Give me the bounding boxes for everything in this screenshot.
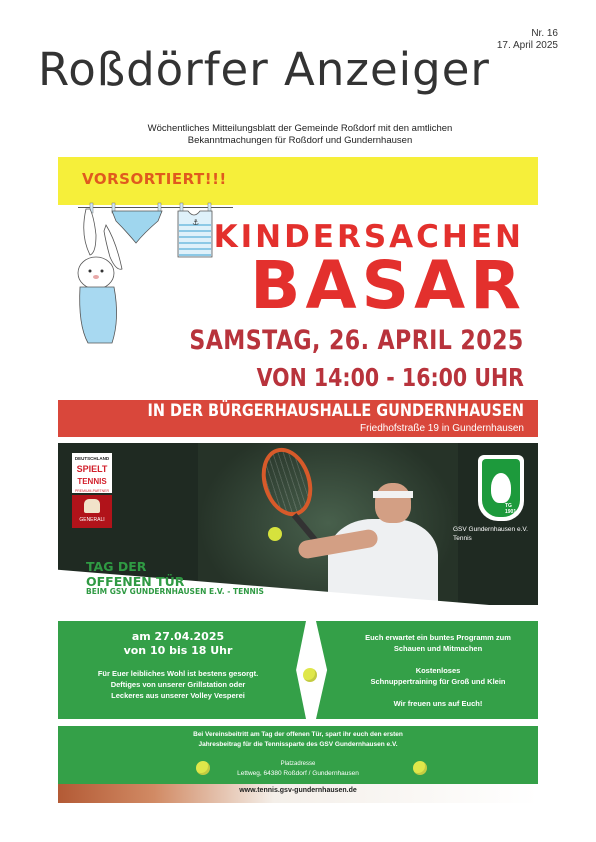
generali-logo: GENERALI (72, 495, 112, 528)
tennis-ad (58, 443, 538, 803)
issue-date: 17. April 2025 (496, 40, 558, 51)
lion-icon (84, 499, 100, 513)
bazaar-ad (58, 157, 538, 437)
membership-text: Bei Vereinsbeitritt am Tag der offenen Tür, spart ihr euch den ersten Jahresbeitrag für die Tennissparte des GSV Gundernhausen e.V. (193, 731, 403, 748)
bazaar-time: VON 14:00 - 16:00 UHR (256, 363, 524, 392)
issue-number: Nr. 16 (531, 28, 558, 39)
svg-text:⚓: ⚓ (192, 218, 200, 227)
masthead-subtitle (100, 123, 500, 147)
subtitle-line-1: Wöchentliches Mitteilungsblatt der Gemeinde Roßdorf mit den amtlichen (147, 123, 453, 134)
bazaar-street: Friedhofstraße 19 in Gundernhausen (360, 423, 524, 434)
club-name: GSV Gundernhausen e.V. Tennis (453, 526, 528, 542)
open-day-title: TAG DER OFFENEN TÜR (86, 559, 185, 589)
event-date: am 27.04.2025 von 10 bis 18 Uhr (123, 630, 233, 657)
program-text: Euch erwartet ein buntes Programm zum Schauen und Mitmachen Kostenloses Schnuppertraining für Groß und Klein Wir freuen uns auf Euch! (365, 633, 511, 708)
address: Lettweg, 64380 Roßdorf / Gundernhausen (237, 770, 359, 777)
address-label: Platzadresse (280, 761, 316, 767)
bazaar-date: SAMSTAG, 26. APRIL 2025 (189, 325, 524, 356)
bazaar-title-line-1: KINDERSACHEN (213, 219, 524, 255)
masthead-title: Roßdörfer Anzeiger (38, 43, 490, 96)
underpants-icon (112, 211, 162, 243)
tennis-ball-icon (268, 527, 282, 541)
bazaar-tag: VORSORTIERT!!! (82, 170, 227, 188)
club-crest-icon: TG 1901 (478, 455, 524, 521)
laundry-illustration (66, 195, 236, 345)
bazaar-title-line-2: BASAR (250, 247, 526, 324)
tennis-ball-icon (303, 668, 317, 682)
catering-text: Für Euer leibliches Wohl ist bestens gesorgt. Deftiges von unserer Grillstation oder Leckeres aus unserer Volley Vesperei (97, 669, 259, 700)
subtitle-line-2: Bekanntmachungen für Roßdorf und Gundernhausen (187, 135, 413, 146)
dst-logo: DEUTSCHLAND SPIELT TENNIS (72, 453, 112, 493)
sponsor-label: PREMIUM-PARTNER (74, 489, 110, 493)
bazaar-place: IN DER BÜRGERHAUSHALLE GUNDERNHAUSEN (147, 401, 524, 421)
issue-info (497, 28, 558, 52)
website-link[interactable]: www.tennis.gsv-gundernhausen.de (239, 787, 357, 794)
open-day-subtitle: BEIM GSV GUNDERNHAUSEN E.V. - TENNIS (86, 587, 264, 596)
bunny-icon (78, 209, 122, 343)
